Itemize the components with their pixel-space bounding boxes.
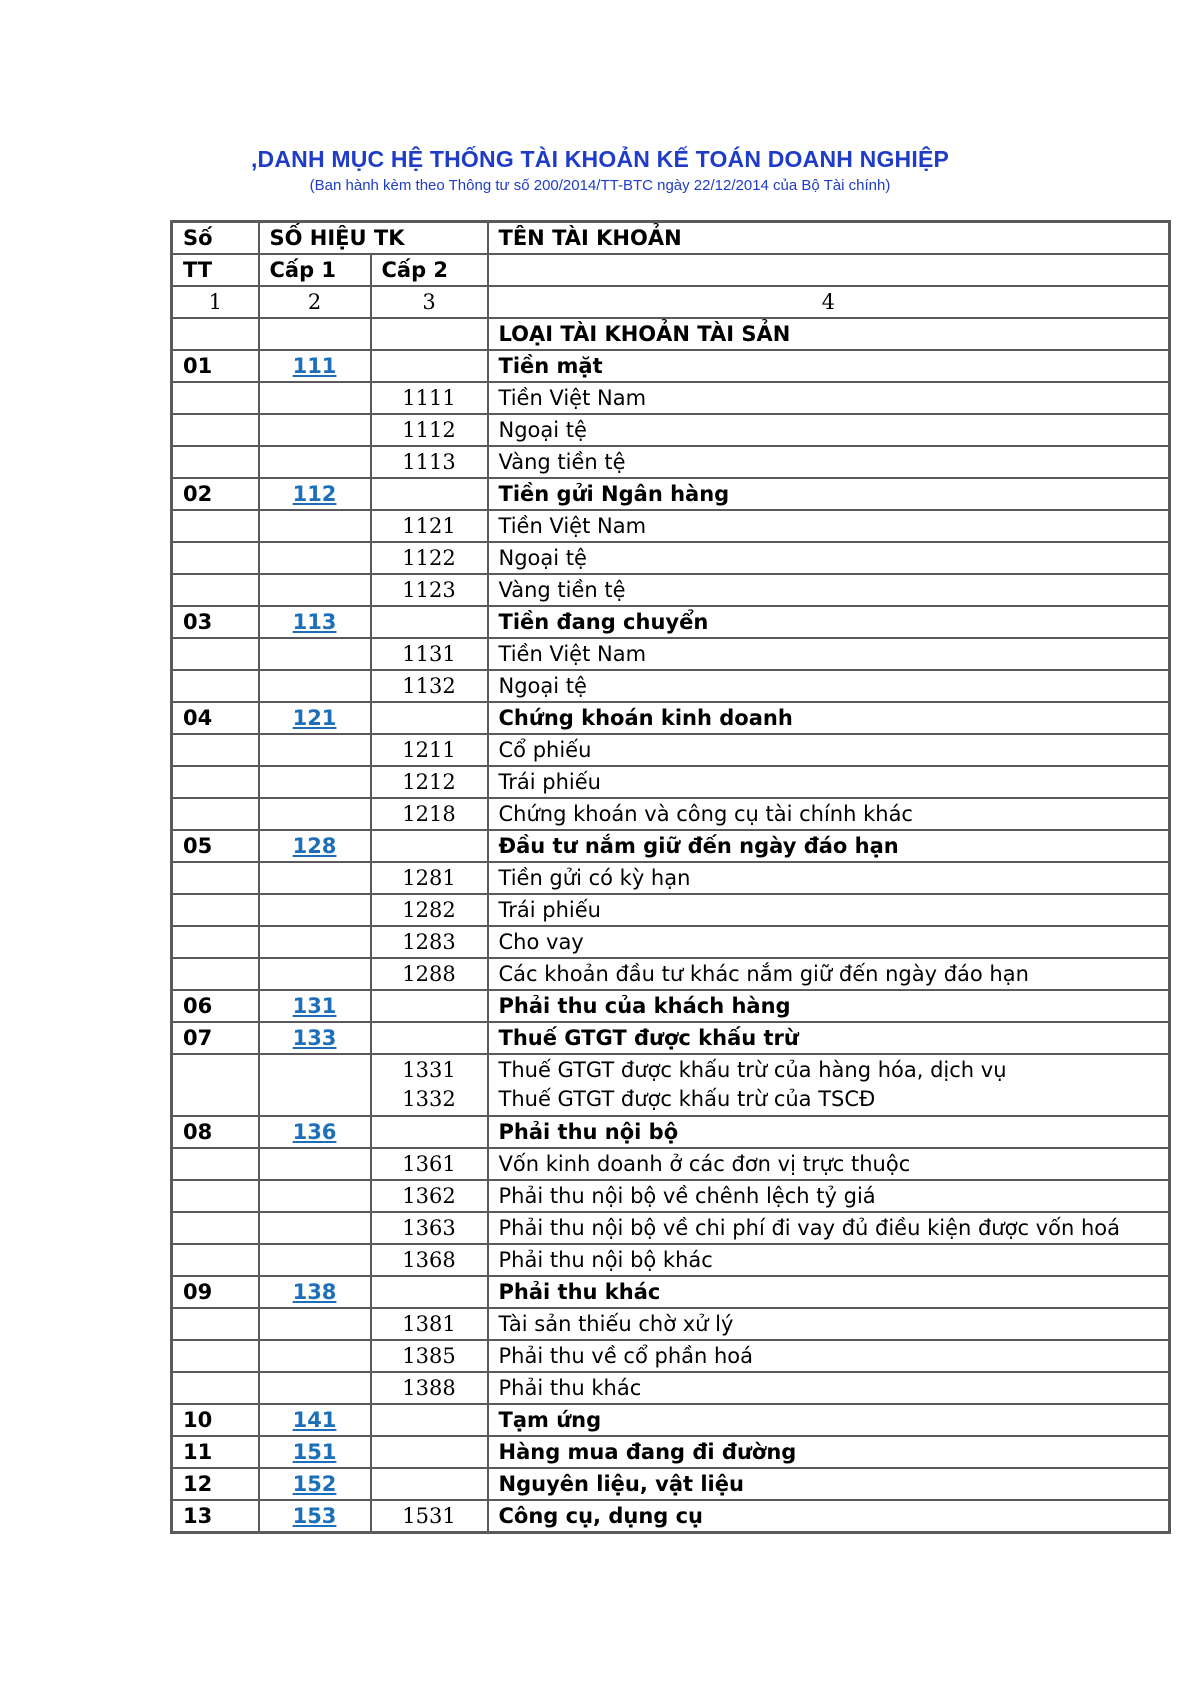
account-link-cell (259, 766, 371, 798)
header-level-2: Cấp 2 (371, 254, 488, 286)
row-account-name: Trái phiếu (488, 766, 1170, 798)
row-stt (172, 1372, 259, 1404)
sub-account-code: 1332 (402, 1087, 456, 1111)
row-stt (172, 862, 259, 894)
account-link-cell (259, 1180, 371, 1212)
account-link-cell (259, 1054, 371, 1116)
row-stt: 01 (172, 350, 259, 382)
row-sub-account: 1362 (371, 1180, 488, 1212)
table-row (172, 862, 1170, 894)
account-link-cell (259, 1308, 371, 1340)
account-link-cell (259, 414, 371, 446)
row-account-name: Tạm ứng (488, 1404, 1170, 1436)
account-link-cell (259, 1372, 371, 1404)
row-account-name: Ngoại tệ (488, 670, 1170, 702)
row-account-name: Tài sản thiếu chờ xử lý (488, 1308, 1170, 1340)
table-row (172, 766, 1170, 798)
table-row (172, 894, 1170, 926)
row-sub-account: 1381 (371, 1308, 488, 1340)
table-row (172, 414, 1170, 446)
row-stt (172, 894, 259, 926)
row-sub-account (371, 702, 488, 734)
section-empty-stt (172, 318, 259, 350)
row-stt (172, 734, 259, 766)
row-account-name: Đầu tư nắm giữ đến ngày đáo hạn (488, 830, 1170, 862)
row-sub-account (371, 1116, 488, 1148)
row-sub-account: 1121 (371, 510, 488, 542)
account-link[interactable]: 112 (259, 478, 371, 510)
row-stt (172, 1308, 259, 1340)
row-account-name: Phải thu nội bộ về chi phí đi vay đủ điều kiện được vốn hoá (488, 1212, 1170, 1244)
row-stt (172, 926, 259, 958)
row-sub-account (371, 606, 488, 638)
row-stt (172, 446, 259, 478)
row-stt: 04 (172, 702, 259, 734)
row-account-name: Tiền Việt Nam (488, 510, 1170, 542)
row-stt (172, 798, 259, 830)
column-number-3: 3 (371, 286, 488, 318)
row-sub-account: 1363 (371, 1212, 488, 1244)
account-link-cell (259, 1148, 371, 1180)
row-sub-account: 1113 (371, 446, 488, 478)
row-account-name: Tiền mặt (488, 350, 1170, 382)
row-sub-account (371, 1022, 488, 1054)
row-account-name: Phải thu nội bộ (488, 1116, 1170, 1148)
row-sub-account (371, 478, 488, 510)
table-row (172, 350, 1170, 382)
row-stt (172, 574, 259, 606)
row-account-name: Cổ phiếu (488, 734, 1170, 766)
row-account-name: Tiền gửi Ngân hàng (488, 478, 1170, 510)
table-row (172, 702, 1170, 734)
row-stt (172, 1180, 259, 1212)
row-stt: 12 (172, 1468, 259, 1500)
row-sub-account: 1112 (371, 414, 488, 446)
account-link-cell (259, 638, 371, 670)
header-level-1: Cấp 1 (259, 254, 371, 286)
row-account-name: Nguyên liệu, vật liệu (488, 1468, 1170, 1500)
table-row (172, 1372, 1170, 1404)
row-account-name: Các khoản đầu tư khác nắm giữ đến ngày đáo hạn (488, 958, 1170, 990)
row-account-name: Phải thu nội bộ về chênh lệch tỷ giá (488, 1180, 1170, 1212)
row-stt: 06 (172, 990, 259, 1022)
row-account-name: Tiền đang chuyển (488, 606, 1170, 638)
table-row (172, 1022, 1170, 1054)
row-account-name: Ngoại tệ (488, 542, 1170, 574)
table-row (172, 542, 1170, 574)
row-sub-account: 1218 (371, 798, 488, 830)
row-account-name: Tiền gửi có kỳ hạn (488, 862, 1170, 894)
account-table (170, 220, 1171, 1534)
account-link-cell (259, 670, 371, 702)
sub-account-name: Thuế GTGT được khấu trừ của hàng hóa, dịch vụ (498, 1058, 1007, 1082)
account-link-cell (259, 958, 371, 990)
sub-account-code: 1331 (402, 1058, 456, 1082)
row-sub-account (371, 1054, 488, 1116)
column-number-4: 4 (488, 286, 1170, 318)
column-number-1: 1 (172, 286, 259, 318)
row-sub-account: 1288 (371, 958, 488, 990)
table-row (172, 638, 1170, 670)
header-stt-bottom: TT (172, 254, 259, 286)
account-link[interactable]: 153 (259, 1500, 371, 1533)
account-link[interactable]: 128 (259, 830, 371, 862)
account-link-cell (259, 446, 371, 478)
row-sub-account (371, 1468, 488, 1500)
column-number-2: 2 (259, 286, 371, 318)
page-title: ,DANH MỤC HỆ THỐNG TÀI KHOẢN KẾ TOÁN DOANH NGHIỆP (250, 146, 950, 172)
row-account-name: Tiền Việt Nam (488, 638, 1170, 670)
table-row (172, 510, 1170, 542)
row-sub-account: 1385 (371, 1340, 488, 1372)
account-link-cell (259, 734, 371, 766)
row-stt (172, 510, 259, 542)
table-row (172, 926, 1170, 958)
table-row (172, 734, 1170, 766)
row-stt: 03 (172, 606, 259, 638)
row-account-name: Vốn kinh doanh ở các đơn vị trực thuộc (488, 1148, 1170, 1180)
table-row (172, 958, 1170, 990)
account-link-cell (259, 1340, 371, 1372)
account-link[interactable]: 141 (259, 1404, 371, 1436)
row-stt: 10 (172, 1404, 259, 1436)
row-account-name: Thuế GTGT được khấu trừ (488, 1022, 1170, 1054)
table-row (172, 1500, 1170, 1533)
row-sub-account: 1361 (371, 1148, 488, 1180)
section-empty-l1 (259, 318, 371, 350)
row-sub-account: 1131 (371, 638, 488, 670)
row-stt: 02 (172, 478, 259, 510)
row-stt (172, 414, 259, 446)
account-link[interactable]: 151 (259, 1436, 371, 1468)
row-sub-account (371, 1276, 488, 1308)
row-stt: 05 (172, 830, 259, 862)
account-link[interactable]: 152 (259, 1468, 371, 1500)
table-row (172, 606, 1170, 638)
row-sub-account: 1283 (371, 926, 488, 958)
column-number-row (172, 286, 1170, 318)
row-account-name: Hàng mua đang đi đường (488, 1436, 1170, 1468)
row-sub-account: 1111 (371, 382, 488, 414)
account-link-cell (259, 926, 371, 958)
row-sub-account: 1123 (371, 574, 488, 606)
row-account-name: Ngoại tệ (488, 414, 1170, 446)
row-account-name: Phải thu khác (488, 1372, 1170, 1404)
row-account-name: Phải thu nội bộ khác (488, 1244, 1170, 1276)
table-row (172, 1436, 1170, 1468)
row-sub-account: 1132 (371, 670, 488, 702)
row-account-name: Phải thu của khách hàng (488, 990, 1170, 1022)
row-stt (172, 382, 259, 414)
row-account-name: Phải thu về cổ phần hoá (488, 1340, 1170, 1372)
section-row (172, 318, 1170, 350)
row-account-name: Trái phiếu (488, 894, 1170, 926)
row-sub-account: 1282 (371, 894, 488, 926)
table-row (172, 1244, 1170, 1276)
account-table-body (172, 222, 1170, 1533)
table-row (172, 1276, 1170, 1308)
row-account-name: Vàng tiền tệ (488, 574, 1170, 606)
account-link-cell (259, 382, 371, 414)
row-sub-account: 1122 (371, 542, 488, 574)
table-row (172, 798, 1170, 830)
header-code-group: SỐ HIỆU TK (259, 222, 488, 255)
row-sub-account: 1531 (371, 1500, 488, 1533)
table-row (172, 1404, 1170, 1436)
row-account-name (488, 1054, 1170, 1116)
table-row (172, 574, 1170, 606)
row-stt (172, 766, 259, 798)
sub-account-name: Thuế GTGT được khấu trừ của TSCĐ (498, 1087, 876, 1111)
table-row (172, 1116, 1170, 1148)
account-link[interactable]: 138 (259, 1276, 371, 1308)
account-link-cell (259, 574, 371, 606)
row-sub-account (371, 1436, 488, 1468)
account-link[interactable]: 136 (259, 1116, 371, 1148)
row-stt: 11 (172, 1436, 259, 1468)
row-stt: 07 (172, 1022, 259, 1054)
row-stt (172, 1054, 259, 1116)
row-sub-account: 1368 (371, 1244, 488, 1276)
row-stt (172, 638, 259, 670)
header-row-2 (172, 254, 1170, 286)
row-account-name: Công cụ, dụng cụ (488, 1500, 1170, 1533)
row-stt (172, 1148, 259, 1180)
row-sub-account (371, 830, 488, 862)
row-stt: 09 (172, 1276, 259, 1308)
account-link-cell (259, 862, 371, 894)
table-row (172, 478, 1170, 510)
table-row (172, 1340, 1170, 1372)
row-stt (172, 542, 259, 574)
account-link[interactable]: 113 (259, 606, 371, 638)
account-link[interactable]: 131 (259, 990, 371, 1022)
header-stt-top: Số (172, 222, 259, 255)
row-account-name: Chứng khoán và công cụ tài chính khác (488, 798, 1170, 830)
account-link-cell (259, 1244, 371, 1276)
row-sub-account: 1281 (371, 862, 488, 894)
header-row-1 (172, 222, 1170, 255)
table-row (172, 1054, 1170, 1116)
account-link-cell (259, 1212, 371, 1244)
row-account-name: Tiền Việt Nam (488, 382, 1170, 414)
table-row (172, 1180, 1170, 1212)
table-row (172, 382, 1170, 414)
table-row (172, 1308, 1170, 1340)
row-account-name: Chứng khoán kinh doanh (488, 702, 1170, 734)
row-stt (172, 958, 259, 990)
table-row (172, 670, 1170, 702)
table-row (172, 1212, 1170, 1244)
row-sub-account (371, 990, 488, 1022)
account-link-cell (259, 542, 371, 574)
header-account-name: TÊN TÀI KHOẢN (488, 222, 1170, 255)
account-link-cell (259, 798, 371, 830)
row-sub-account (371, 350, 488, 382)
row-stt: 13 (172, 1500, 259, 1533)
section-empty-l2 (371, 318, 488, 350)
account-link-cell (259, 510, 371, 542)
section-title: LOẠI TÀI KHOẢN TÀI SẢN (488, 318, 1170, 350)
row-sub-account: 1388 (371, 1372, 488, 1404)
table-row (172, 1468, 1170, 1500)
page-subtitle: (Ban hành kèm theo Thông tư số 200/2014/TT-BTC ngày 22/12/2014 của Bộ Tài chính) (309, 177, 891, 194)
row-stt: 08 (172, 1116, 259, 1148)
account-link-cell (259, 894, 371, 926)
row-sub-account: 1211 (371, 734, 488, 766)
row-account-name: Phải thu khác (488, 1276, 1170, 1308)
row-stt (172, 670, 259, 702)
row-stt (172, 1212, 259, 1244)
account-link[interactable]: 133 (259, 1022, 371, 1054)
table-row (172, 446, 1170, 478)
row-stt (172, 1244, 259, 1276)
table-row (172, 1148, 1170, 1180)
table-row (172, 990, 1170, 1022)
row-stt (172, 1340, 259, 1372)
row-sub-account (371, 1404, 488, 1436)
row-account-name: Cho vay (488, 926, 1170, 958)
account-link[interactable]: 111 (259, 350, 371, 382)
table-row (172, 830, 1170, 862)
row-account-name: Vàng tiền tệ (488, 446, 1170, 478)
row-sub-account: 1212 (371, 766, 488, 798)
account-link[interactable]: 121 (259, 702, 371, 734)
header-empty-cell (488, 254, 1170, 286)
